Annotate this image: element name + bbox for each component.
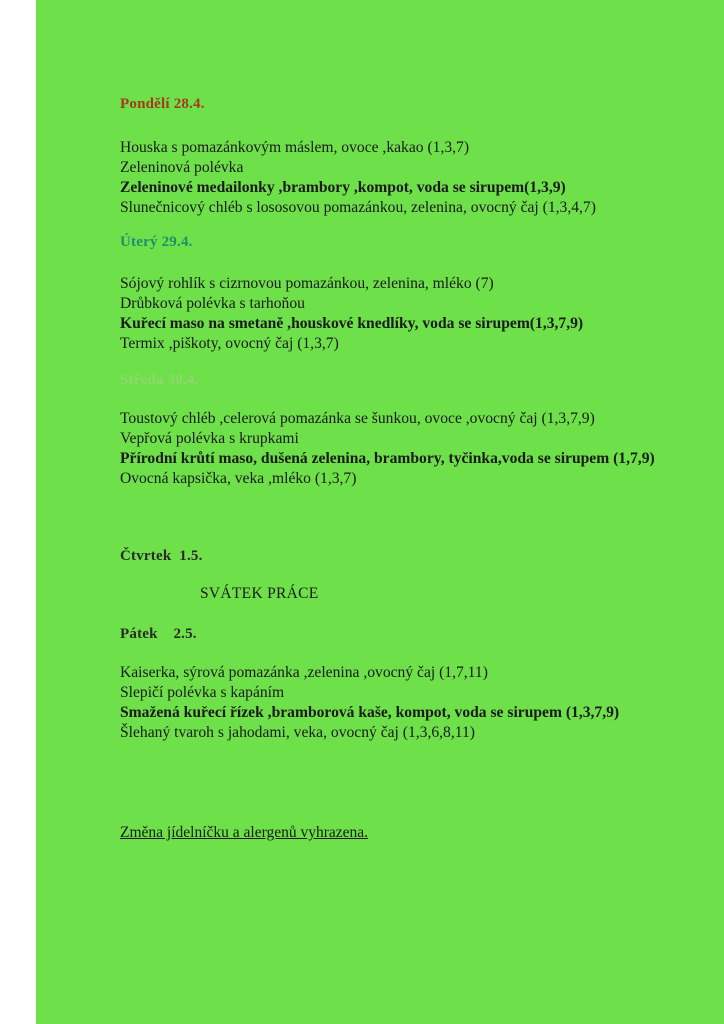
holiday-label: SVÁTEK PRÁCE [200,585,319,602]
list-item: Kaiserka, sýrová pomazánka ,zelenina ,ovocný čaj (1,7,11) [120,664,488,681]
list-item: Zeleninová polévka [120,159,244,176]
menu-page [36,0,724,1024]
day-items-friday [120,663,710,743]
day-heading-tuesday: Úterý 29.4. [120,234,193,250]
list-item-main-course: Kuřecí maso na smetaně ,houskové knedlíky, voda se sirupem(1,3,7,9) [120,315,584,332]
day-items-wednesday [120,409,680,489]
list-item-main-course: Zeleninové medailonky ,brambory ,kompot, voda se sirupem(1,3,9) [120,179,566,196]
day-items-monday [120,138,710,218]
day-heading-thursday: Čtvrtek 1.5. [120,548,203,564]
list-item: Slunečnicový chléb s lososovou pomazánkou, zelenina, ovocný čaj (1,3,4,7) [120,199,596,216]
list-item: Vepřová polévka s krupkami [120,430,299,447]
list-item: Toustový chléb ,celerová pomazánka se šunkou, ovoce ,ovocný čaj (1,3,7,9) [120,410,595,427]
list-item-main-course: Přírodní krůtí maso, dušená zelenina, brambory, tyčinka,voda se sirupem (1,7,9) [120,450,655,467]
list-item: Houska s pomazánkovým máslem, ovoce ,kakao (1,3,7) [120,139,470,156]
list-item: Šlehaný tvaroh s jahodami, veka, ovocný čaj (1,3,6,8,11) [120,724,475,741]
list-item: Drůbková polévka s tarhoňou [120,295,305,312]
list-item: Termix ,piškoty, ovocný čaj (1,3,7) [120,335,339,352]
list-item: Sójový rohlík s cizrnovou pomazánkou, zelenina, mléko (7) [120,275,494,292]
footer-note: Změna jídelníčku a alergenů vyhrazena. [120,824,369,841]
day-heading-friday: Pátek 2.5. [120,626,197,642]
day-heading-wednesday: Středa 30.4. [120,372,199,388]
list-item: Slepičí polévka s kapáním [120,684,285,701]
day-items-tuesday [120,274,710,354]
list-item-main-course: Smažená kuřecí řízek ,bramborová kaše, kompot, voda se sirupem (1,3,7,9) [120,704,620,721]
day-heading-monday: Pondělí 28.4. [120,96,205,112]
list-item: Ovocná kapsička, veka ,mléko (1,3,7) [120,470,357,487]
